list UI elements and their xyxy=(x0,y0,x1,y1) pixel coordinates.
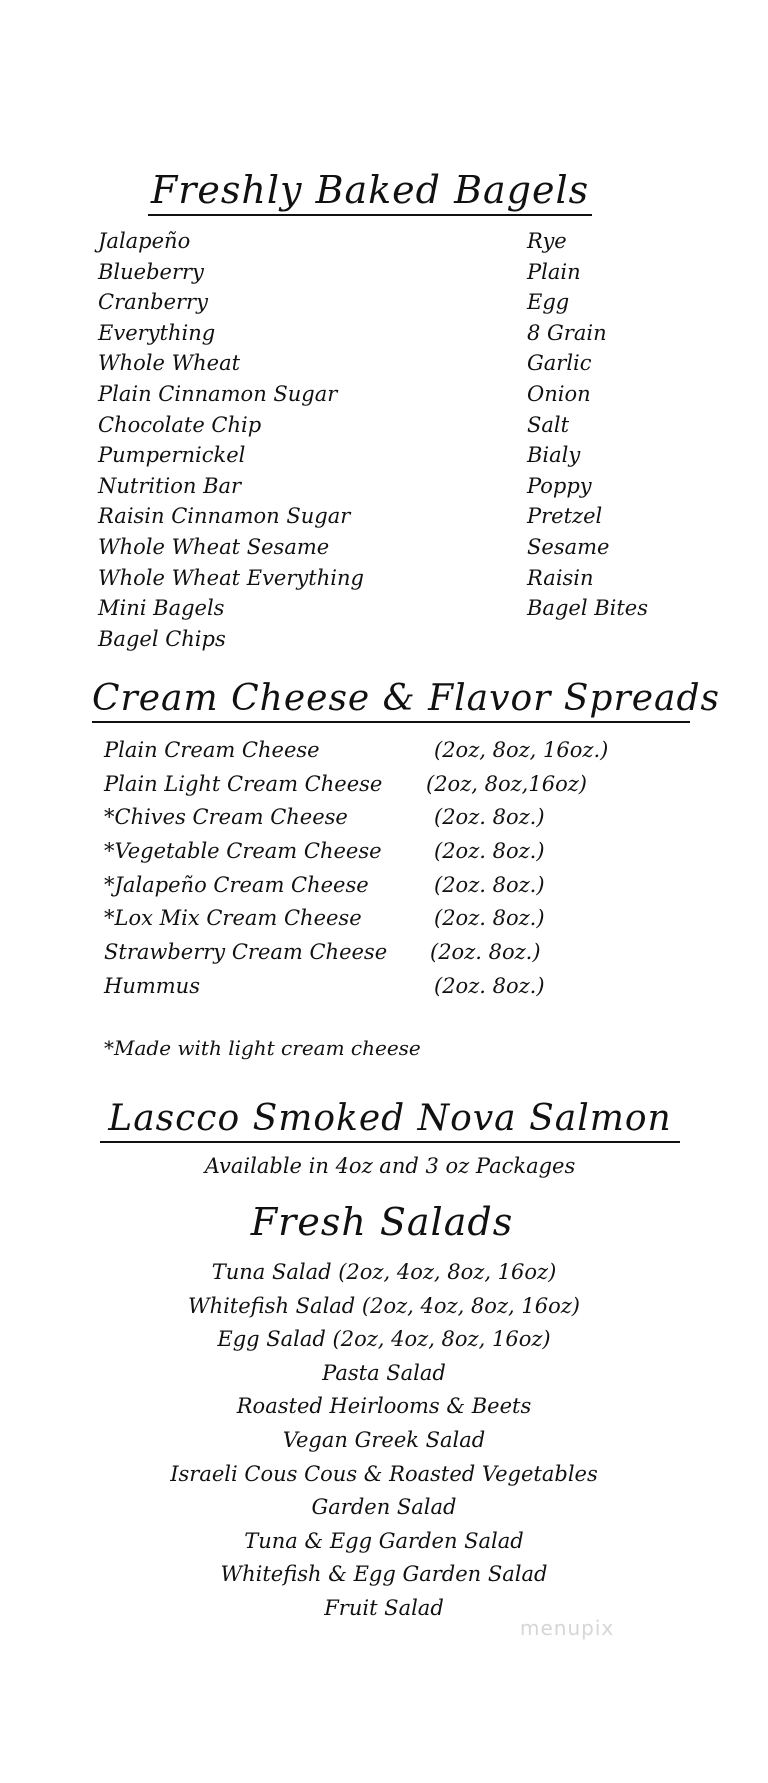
list-item: Whole Wheat Everything xyxy=(98,565,364,590)
spreads-note: *Made with light cream cheese xyxy=(104,1036,421,1060)
spread-name: *Lox Mix Cream Cheese xyxy=(104,906,362,931)
list-item xyxy=(104,801,704,835)
spread-name: Strawberry Cream Cheese xyxy=(104,940,388,965)
spread-sizes: (2oz. 8oz.) xyxy=(434,839,545,864)
list-item: Whitefish & Egg Garden Salad xyxy=(220,1562,548,1587)
list-item: Pasta Salad xyxy=(322,1360,446,1385)
list-item: Vegan Greek Salad xyxy=(282,1427,486,1452)
list-item xyxy=(104,768,704,802)
spread-name: Plain Cream Cheese xyxy=(104,738,320,762)
list-item: Raisin xyxy=(527,565,594,590)
spread-name: *Chives Cream Cheese xyxy=(104,805,348,830)
spreads-heading: Cream Cheese & Flavor Spreads xyxy=(92,678,690,723)
list-item: Jalapeño xyxy=(98,229,191,253)
salmon-subtitle: Available in 4oz and 3 oz Packages xyxy=(204,1154,576,1178)
list-item: Chocolate Chip xyxy=(98,412,262,437)
list-item xyxy=(104,734,704,768)
list-item: Egg Salad (2oz, 4oz, 8oz, 16oz) xyxy=(217,1327,551,1352)
list-item: Rye xyxy=(527,229,567,253)
salads-heading: Fresh Salads xyxy=(250,1200,514,1244)
list-item: Fruit Salad xyxy=(324,1595,444,1620)
list-item: Sesame xyxy=(527,534,610,559)
list-item xyxy=(104,970,704,1004)
list-item: Everything xyxy=(98,320,216,345)
list-item: Whole Wheat xyxy=(98,351,241,376)
spread-name: *Jalapeño Cream Cheese xyxy=(104,872,369,897)
spread-sizes: (2oz. 8oz.) xyxy=(434,805,545,830)
list-item: Salt xyxy=(527,412,570,437)
watermark: menupix xyxy=(520,1616,615,1640)
list-item: Tuna & Egg Garden Salad xyxy=(244,1528,524,1553)
list-item: Israeli Cous Cous & Roasted Vegetables xyxy=(170,1461,598,1486)
list-item: Mini Bagels xyxy=(98,596,225,621)
list-item: Whole Wheat Sesame xyxy=(98,534,330,559)
spread-sizes: (2oz. 8oz.) xyxy=(430,940,541,965)
list-item: Cranberry xyxy=(98,290,208,315)
salmon-heading: Lascco Smoked Nova Salmon xyxy=(100,1098,680,1143)
list-item: Nutrition Bar xyxy=(98,473,242,498)
list-item: Onion xyxy=(527,381,591,406)
spread-sizes: (2oz. 8oz.) xyxy=(434,973,545,998)
list-item: Bagel Bites xyxy=(527,596,649,621)
bagels-left-list xyxy=(98,226,364,654)
list-item: Bagel Chips xyxy=(98,626,226,651)
list-item: Tuna Salad (2oz, 4oz, 8oz, 16oz) xyxy=(211,1260,557,1284)
spread-sizes: (2oz, 8oz, 16oz.) xyxy=(434,738,609,762)
spread-name: Hummus xyxy=(104,973,200,998)
list-item: Raisin Cinnamon Sugar xyxy=(98,504,351,529)
list-item: Roasted Heirlooms & Beets xyxy=(236,1394,532,1419)
list-item: Plain xyxy=(527,259,581,284)
list-item: Bialy xyxy=(527,443,581,468)
bagels-right-list xyxy=(527,226,648,624)
spread-sizes: (2oz, 8oz,16oz) xyxy=(426,771,587,796)
spread-sizes: (2oz. 8oz.) xyxy=(434,906,545,931)
list-item xyxy=(104,835,704,869)
spread-name: Plain Light Cream Cheese xyxy=(104,771,383,796)
salads-list xyxy=(84,1256,684,1626)
list-item: Plain Cinnamon Sugar xyxy=(98,381,338,406)
list-item: Pumpernickel xyxy=(98,443,246,468)
list-item xyxy=(104,869,704,903)
list-item: Whitefish Salad (2oz, 4oz, 8oz, 16oz) xyxy=(187,1293,580,1318)
list-item: Blueberry xyxy=(98,259,204,284)
list-item: Pretzel xyxy=(527,504,603,529)
list-item: Egg xyxy=(527,290,570,315)
list-item: Poppy xyxy=(527,473,592,498)
list-item: 8 Grain xyxy=(527,320,607,345)
list-item xyxy=(104,902,704,936)
bagels-heading: Freshly Baked Bagels xyxy=(148,168,592,216)
spreads-list xyxy=(104,734,704,1004)
list-item: Garlic xyxy=(527,351,592,376)
spread-sizes: (2oz. 8oz.) xyxy=(434,872,545,897)
spread-name: *Vegetable Cream Cheese xyxy=(104,839,382,864)
list-item: Garden Salad xyxy=(311,1495,457,1520)
list-item xyxy=(104,936,704,970)
